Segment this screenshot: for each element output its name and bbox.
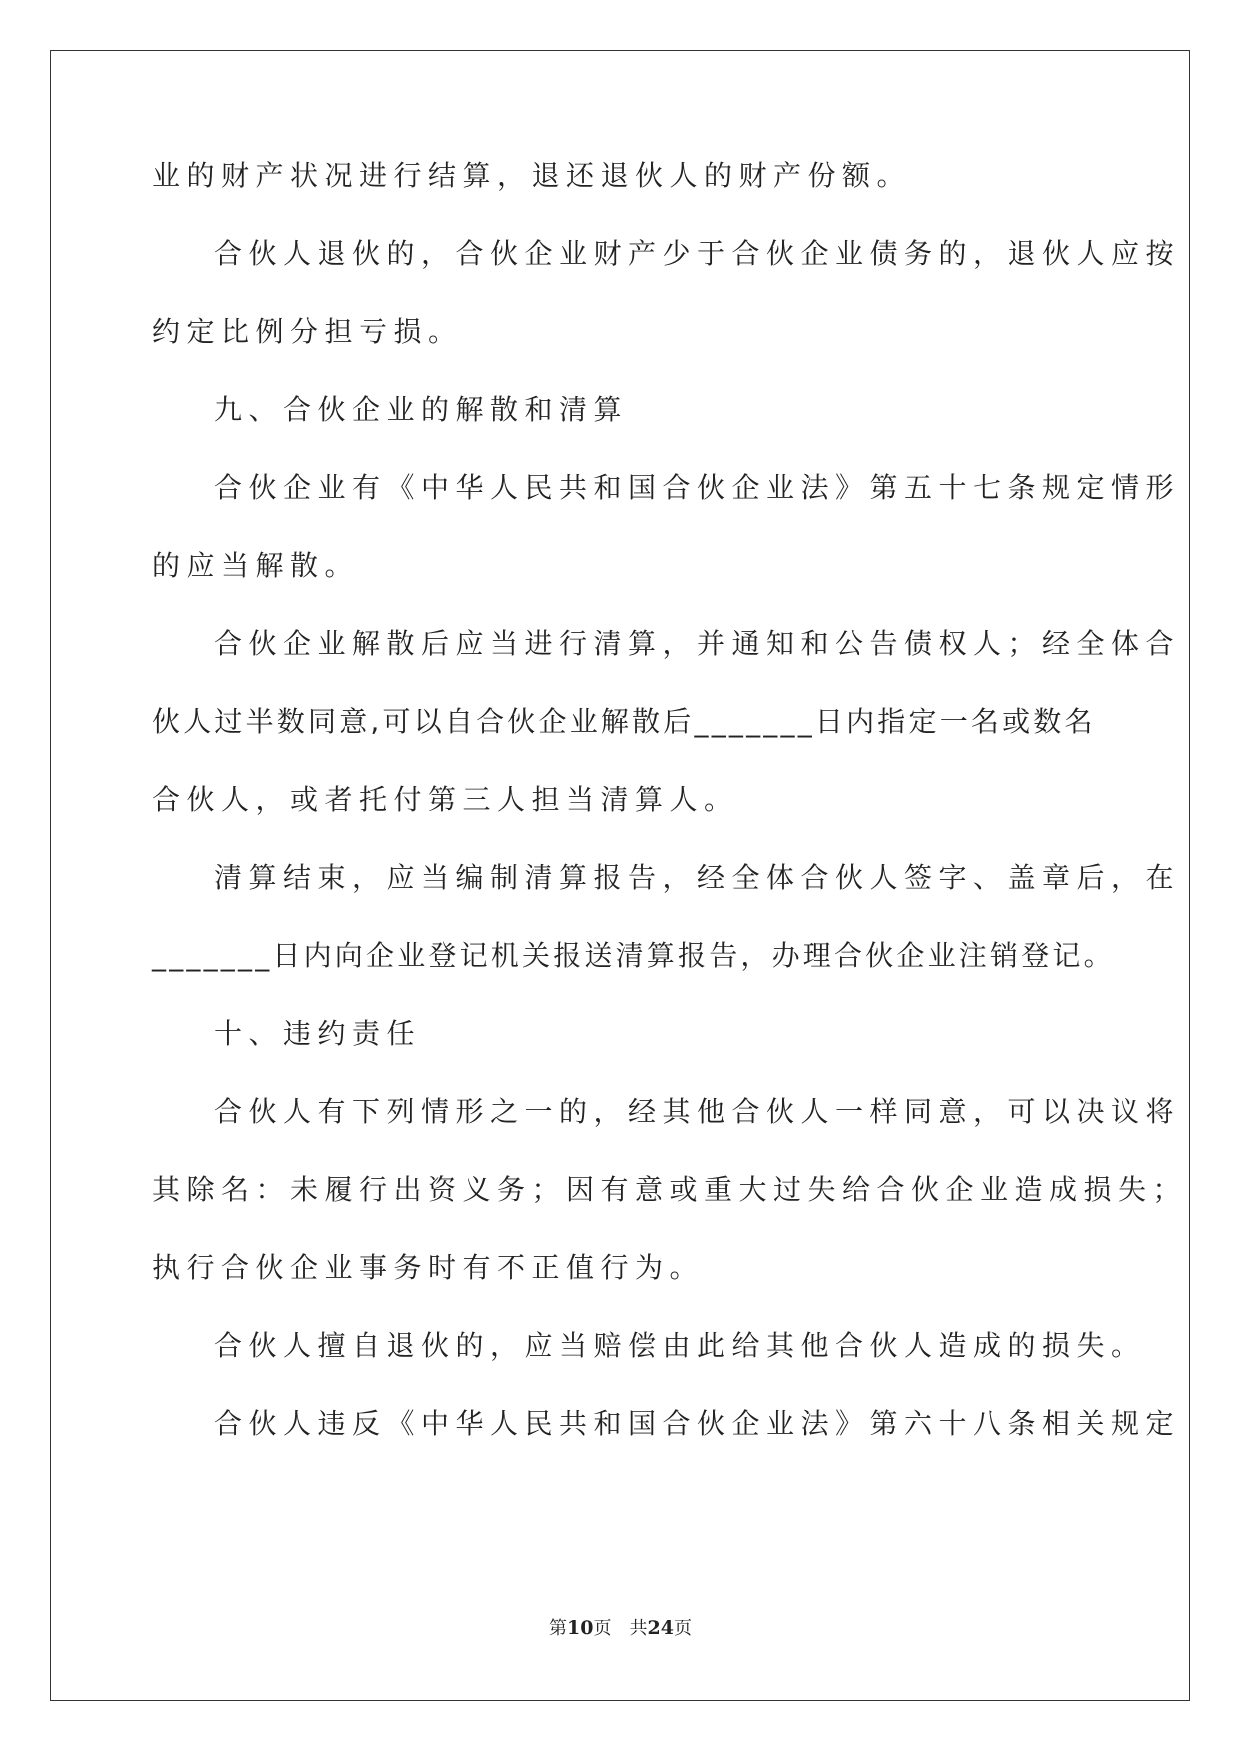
document-body [152, 158, 1188, 1484]
paragraph-line: 合伙人，或者托付第三人担当清算人。 [152, 783, 739, 816]
paragraph-line: 合伙企业有《中华人民共和国合伙企业法》第五十七条规定情形 [214, 471, 1181, 504]
total-prefix: 共 [629, 1618, 648, 1639]
paragraph-line: 合伙企业解散后应当进行清算，并通知和公告债权人；经全体合 [214, 627, 1181, 660]
paragraph-line: 约定比例分担亏损。 [152, 315, 463, 348]
paragraph-line: 其除名：未履行出资义务；因有意或重大过失给合伙企业造成损失； [152, 1173, 1188, 1206]
page-footer [0, 1614, 1241, 1640]
paragraph-line: 业的财产状况进行结算，退还退伙人的财产份额。 [152, 159, 912, 192]
paragraph-line: 合伙人有下列情形之一的，经其他合伙人一样同意，可以决议将 [214, 1095, 1181, 1128]
paragraph-line: 的应当解散。 [152, 549, 360, 582]
paragraph-line: 合伙人擅自退伙的，应当赔偿由此给其他合伙人造成的损失。 [214, 1329, 1146, 1362]
total-suffix: 页 [673, 1618, 692, 1639]
paragraph-line: 执行合伙企业事务时有不正值行为。 [152, 1251, 705, 1284]
paragraph-line: 清算结束，应当编制清算报告，经全体合伙人签字、盖章后，在 [214, 861, 1181, 894]
section-heading: 九、合伙企业的解散和清算 [214, 393, 629, 426]
total-pages: 24 [647, 1617, 674, 1639]
section-heading: 十、违约责任 [214, 1017, 422, 1050]
page-suffix: 页 [593, 1618, 612, 1639]
paragraph-line: _______日内向企业登记机关报送清算报告，办理合伙企业注销登记。 [152, 939, 1115, 972]
page-number: 10 [567, 1617, 594, 1639]
page-prefix: 第 [549, 1618, 568, 1639]
paragraph-line: 伙人过半数同意,可以自合伙企业解散后_______日内指定一名或数名 [152, 705, 1096, 738]
paragraph-line: 合伙人违反《中华人民共和国合伙企业法》第六十八条相关规定 [214, 1407, 1181, 1440]
paragraph-line: 合伙人退伙的，合伙企业财产少于合伙企业债务的，退伙人应按 [214, 237, 1181, 270]
